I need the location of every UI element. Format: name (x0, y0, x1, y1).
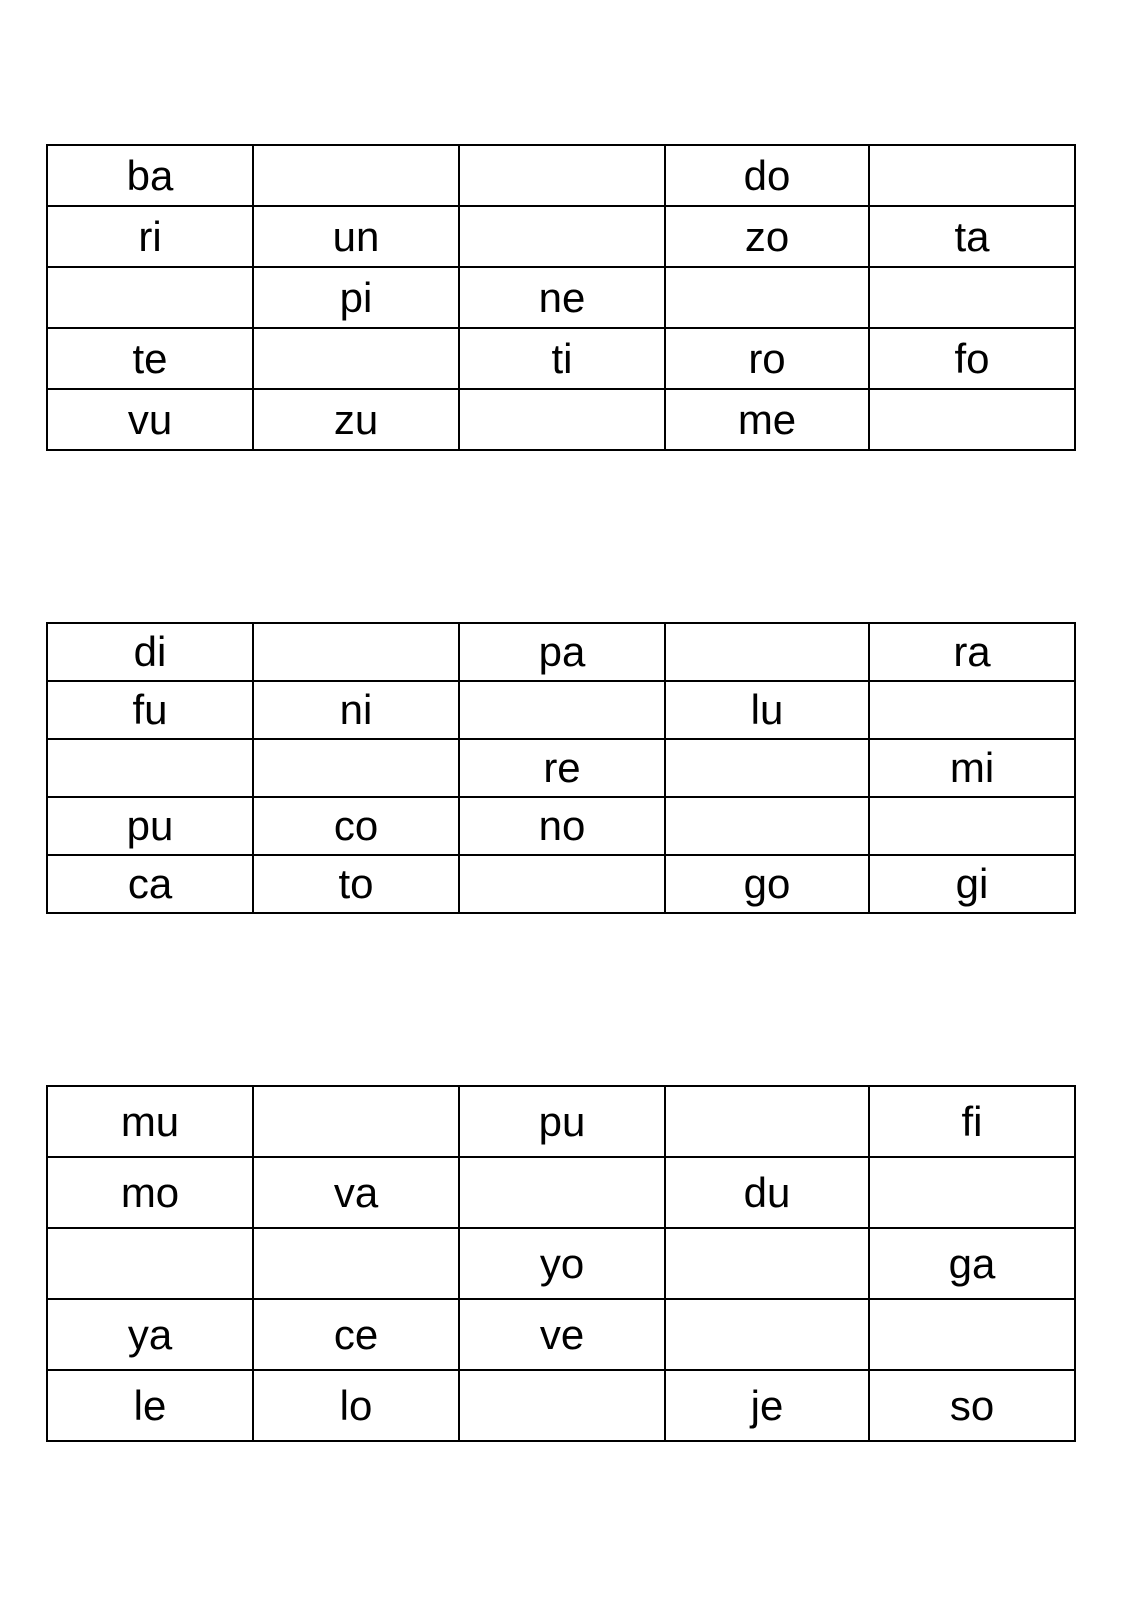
syllable-cell (665, 739, 869, 797)
table-row (47, 206, 1075, 267)
syllable-cell: je (665, 1370, 869, 1441)
syllable-cell: ba (47, 145, 253, 206)
syllable-cell: di (47, 623, 253, 681)
syllable-cell (47, 267, 253, 328)
table-row (47, 1370, 1075, 1441)
syllable-cell (47, 1228, 253, 1299)
syllable-cell: fo (869, 328, 1075, 389)
syllable-cell (459, 206, 665, 267)
syllable-cell (47, 739, 253, 797)
table-row (47, 389, 1075, 450)
syllable-cell (869, 1299, 1075, 1370)
syllable-cell: lo (253, 1370, 459, 1441)
syllable-cell: ta (869, 206, 1075, 267)
syllable-cell: pu (47, 797, 253, 855)
table-row (47, 1157, 1075, 1228)
syllable-cell: ti (459, 328, 665, 389)
syllable-cell (459, 1157, 665, 1228)
syllable-cell (253, 1228, 459, 1299)
syllable-grid-3 (46, 1085, 1076, 1442)
syllable-cell (869, 797, 1075, 855)
syllable-cell: ca (47, 855, 253, 913)
syllable-cell: co (253, 797, 459, 855)
syllable-cell: ga (869, 1228, 1075, 1299)
syllable-cell: yo (459, 1228, 665, 1299)
syllable-cell: va (253, 1157, 459, 1228)
table-row (47, 267, 1075, 328)
table-row (47, 1299, 1075, 1370)
syllable-cell: mi (869, 739, 1075, 797)
syllable-cell: ro (665, 328, 869, 389)
syllable-cell (459, 855, 665, 913)
syllable-cell: pi (253, 267, 459, 328)
syllable-cell (253, 145, 459, 206)
table-row (47, 797, 1075, 855)
syllable-cell: zo (665, 206, 869, 267)
syllable-cell: me (665, 389, 869, 450)
syllable-cell (665, 623, 869, 681)
syllable-cell (253, 739, 459, 797)
syllable-cell: un (253, 206, 459, 267)
syllable-cell: pu (459, 1086, 665, 1157)
syllable-cell: lu (665, 681, 869, 739)
syllable-cell: mo (47, 1157, 253, 1228)
table-row (47, 1086, 1075, 1157)
table-row (47, 145, 1075, 206)
table-row (47, 739, 1075, 797)
syllable-cell: gi (869, 855, 1075, 913)
syllable-cell (459, 681, 665, 739)
syllable-cell: mu (47, 1086, 253, 1157)
syllable-cell (869, 389, 1075, 450)
syllable-grid-1 (46, 144, 1076, 451)
syllable-cell (253, 328, 459, 389)
syllable-cell (459, 145, 665, 206)
syllable-cell: le (47, 1370, 253, 1441)
syllable-cell: ce (253, 1299, 459, 1370)
table-row (47, 681, 1075, 739)
syllable-cell (665, 1228, 869, 1299)
table-row (47, 328, 1075, 389)
syllable-cell: re (459, 739, 665, 797)
syllable-cell: no (459, 797, 665, 855)
syllable-cell (869, 1157, 1075, 1228)
syllable-cell (869, 681, 1075, 739)
syllable-cell: vu (47, 389, 253, 450)
syllable-cell: go (665, 855, 869, 913)
syllable-cell: ya (47, 1299, 253, 1370)
syllable-cell: pa (459, 623, 665, 681)
syllable-cell (665, 1299, 869, 1370)
syllable-cell: ra (869, 623, 1075, 681)
syllable-cell: ve (459, 1299, 665, 1370)
syllable-cell (459, 1370, 665, 1441)
syllable-cell (665, 797, 869, 855)
table-row (47, 1228, 1075, 1299)
syllable-cell: fu (47, 681, 253, 739)
syllable-cell (869, 145, 1075, 206)
syllable-cell: te (47, 328, 253, 389)
syllable-cell: so (869, 1370, 1075, 1441)
syllable-cell (253, 623, 459, 681)
syllable-cell (665, 1086, 869, 1157)
syllable-cell: to (253, 855, 459, 913)
syllable-cell (665, 267, 869, 328)
syllable-cell (253, 1086, 459, 1157)
syllable-cell (459, 389, 665, 450)
syllable-grid-2 (46, 622, 1076, 914)
table-row (47, 623, 1075, 681)
syllable-cell: fi (869, 1086, 1075, 1157)
syllable-cell: ni (253, 681, 459, 739)
syllable-cell: ri (47, 206, 253, 267)
syllable-cell (869, 267, 1075, 328)
syllable-cell: du (665, 1157, 869, 1228)
syllable-cell: ne (459, 267, 665, 328)
table-row (47, 855, 1075, 913)
syllable-cell: zu (253, 389, 459, 450)
syllable-cell: do (665, 145, 869, 206)
